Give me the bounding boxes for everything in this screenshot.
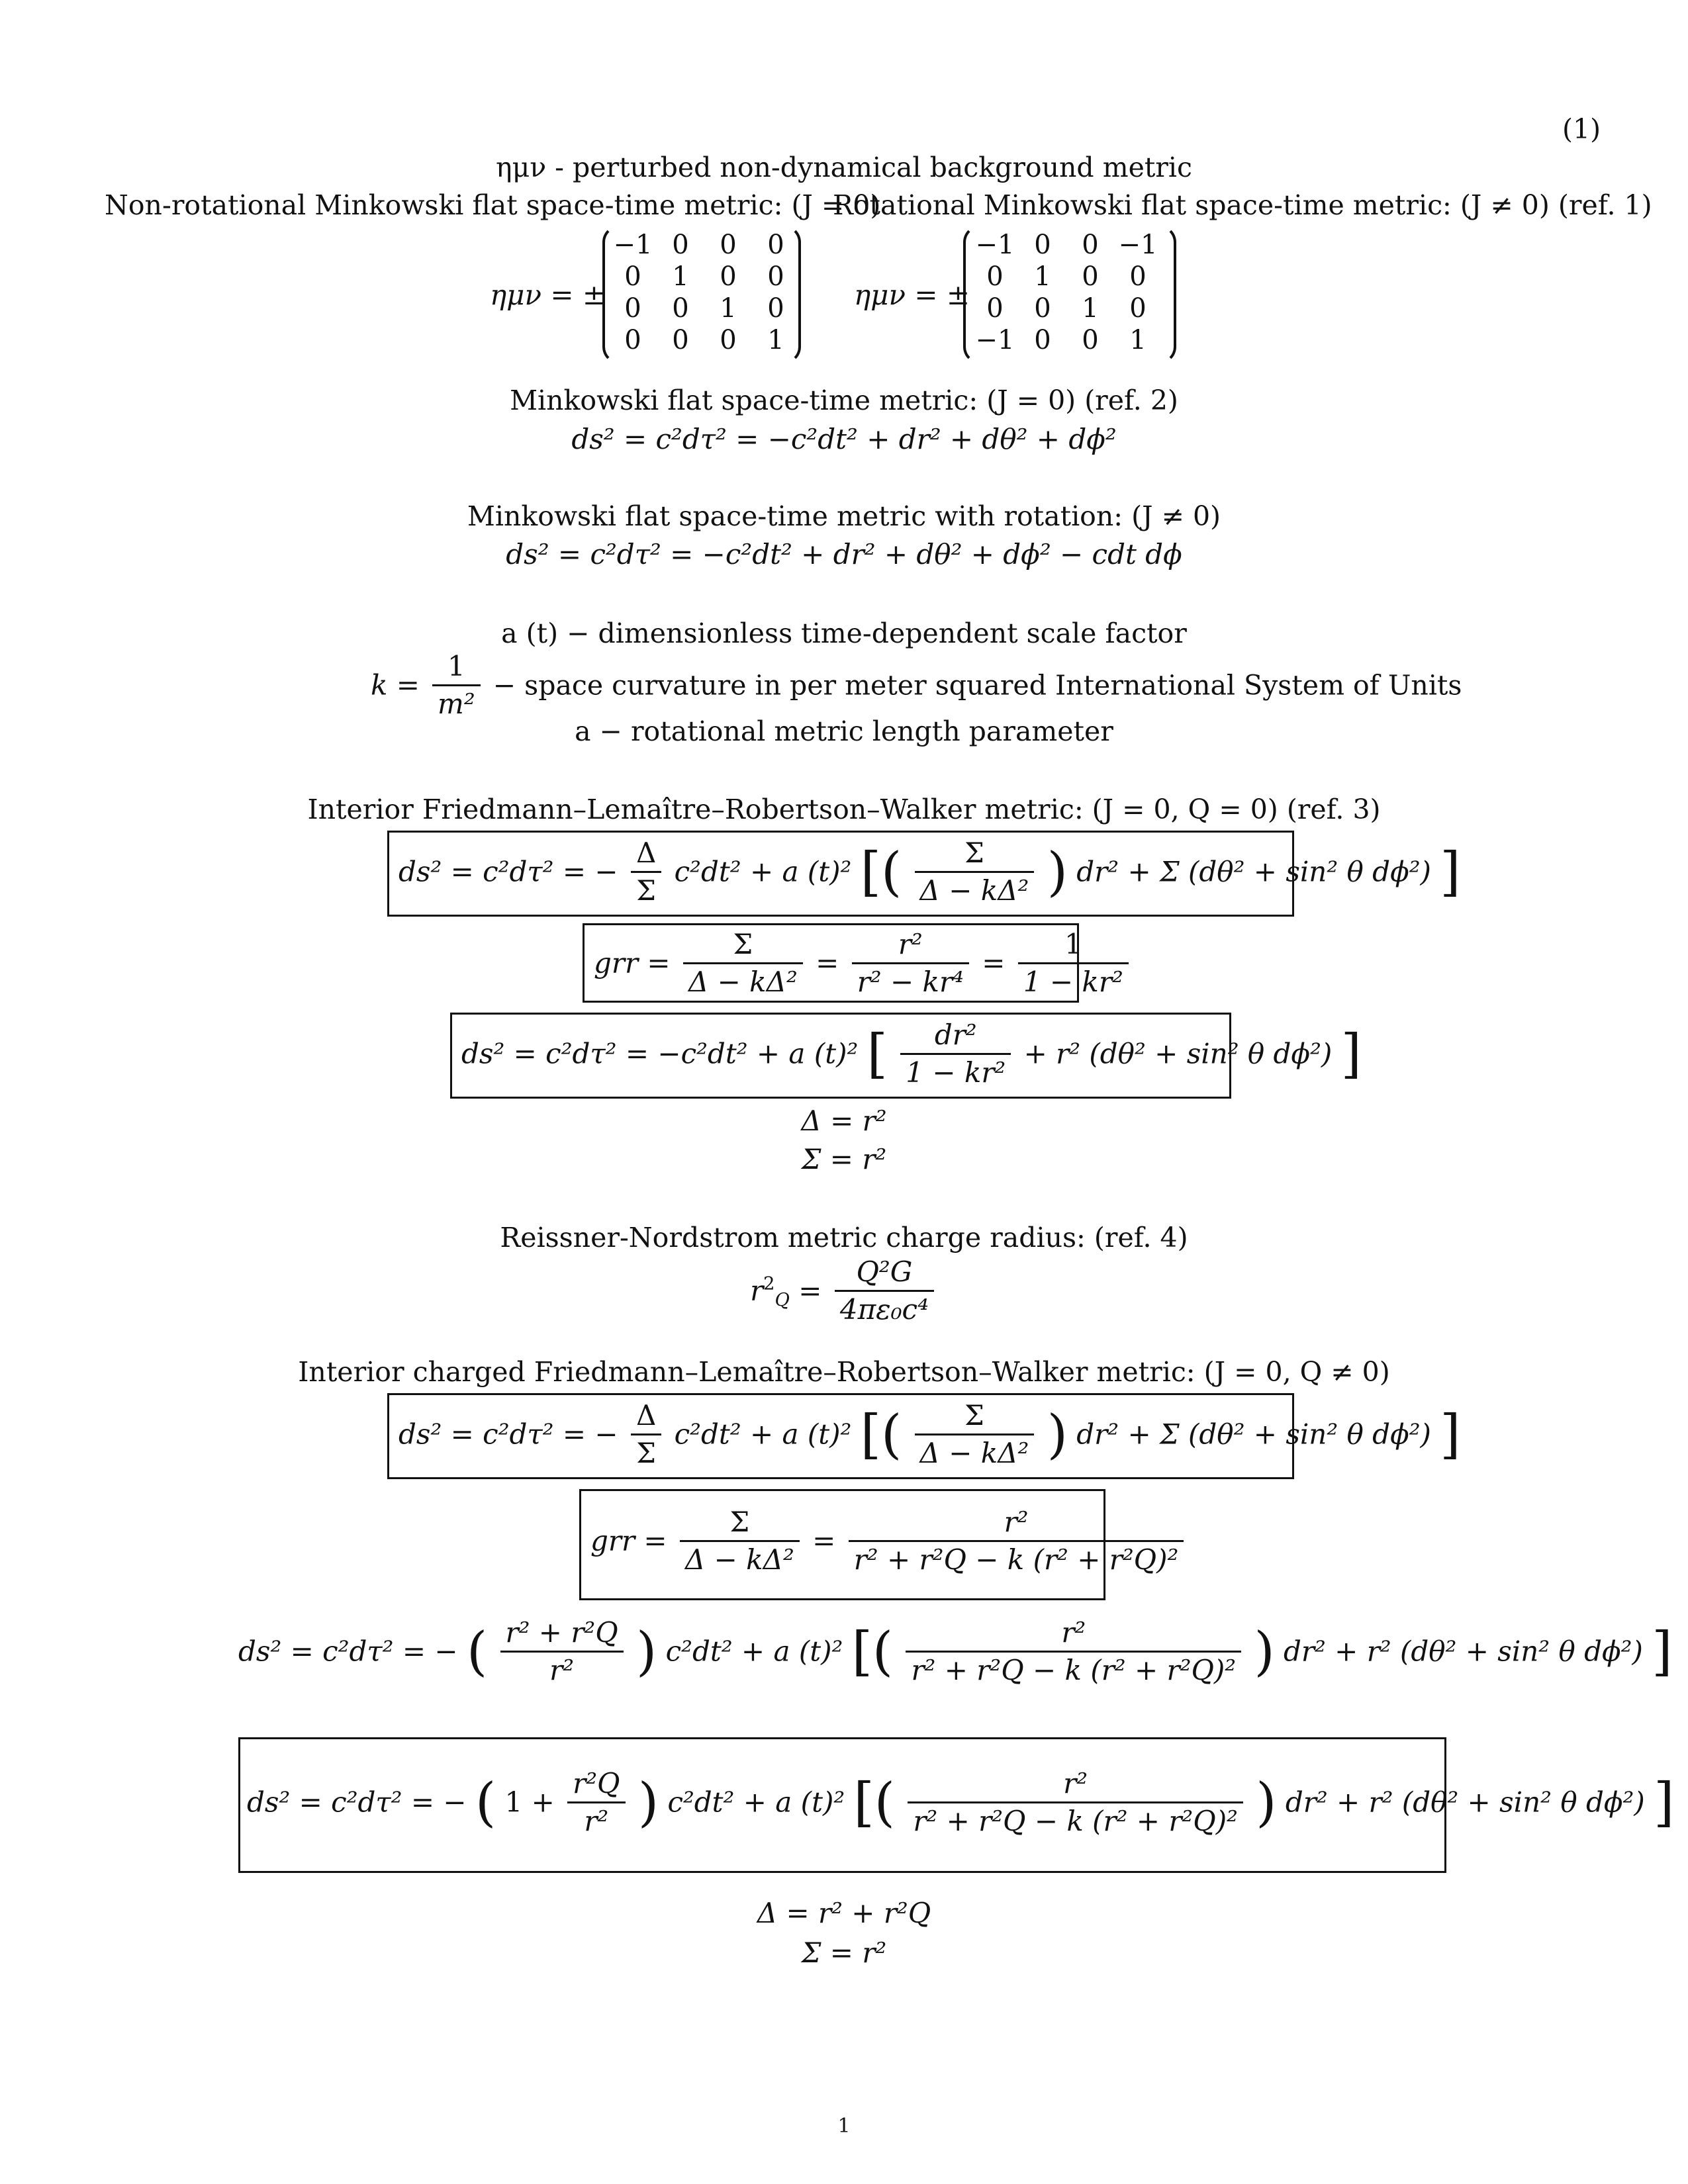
flrw-metric [399, 835, 1461, 909]
frac-den: r² + r²Q − k (r² + r²Q)² [911, 1654, 1237, 1686]
frac-num: r² [908, 1766, 1243, 1803]
equation-number: (1) [1562, 113, 1601, 145]
matrix-cell: 0 [624, 293, 641, 324]
matrix-cell: 0 [1129, 293, 1147, 324]
cflrw-sigma: Σ = r² [801, 1936, 887, 1969]
cflrw-metric3 [247, 1766, 1674, 1839]
matrix-cell: 0 [767, 261, 784, 292]
matrix-paren-left [602, 225, 620, 364]
flrw-grr-box [583, 923, 1123, 1003]
flrw-heading: Interior Friedmann–Lemaître–Robertson–Walker metric: (J = 0, Q = 0) (ref. 3) [307, 794, 1381, 825]
matrix-cell: 0 [986, 261, 1004, 292]
grr-frac3 [1018, 927, 1129, 1000]
cflrw2-frac1 [500, 1615, 624, 1688]
cflrw2-frac2 [906, 1615, 1241, 1688]
matrix-cell: 1 [1082, 293, 1099, 324]
frac-den: r² + r²Q − k (r² + r²Q)² [913, 1805, 1238, 1837]
frac-den: Δ − kΔ² [919, 874, 1029, 907]
frac-den: 4πε₀c⁴ [839, 1293, 929, 1326]
flrw-delta: Δ = r² [801, 1105, 887, 1137]
grr-lhs: grr = [590, 1524, 667, 1557]
equals-sign: = [816, 946, 839, 979]
minkowski-equation: ds² = c²dτ² = −c²dt² + dr² + dθ² + dϕ² [571, 423, 1117, 455]
bracket-open: [ [867, 1023, 888, 1085]
matrix-cell: 0 [767, 293, 784, 324]
rn-lhs-power: $^2_Q$ = [763, 1273, 822, 1310]
minkowski-rotation-heading: Minkowski flat space-time metric with rotation: (J ≠ 0) [467, 500, 1221, 532]
frac-den: Σ [636, 874, 656, 907]
cflrw-metric [399, 1398, 1461, 1471]
matrix-cell: −1 [975, 325, 1015, 355]
cflrw-tail: dr² + Σ (dθ² + sin² θ dϕ²) [1076, 1418, 1431, 1451]
frac-den: Δ − kΔ² [919, 1437, 1029, 1469]
matrix-paren-right [784, 225, 801, 364]
flrw-sigma: Σ = r² [801, 1143, 887, 1175]
matrix-cell: 0 [1034, 230, 1051, 260]
rn-fraction [835, 1254, 934, 1328]
paren-close: ) [636, 1620, 657, 1682]
matrix-paren-right [1159, 225, 1176, 364]
paren-close: ) [1256, 1771, 1277, 1833]
frac-den: 1 − kr² [906, 1056, 1006, 1089]
equals-sign: = [812, 1524, 836, 1557]
paren-close: ) [1047, 841, 1068, 903]
matrix-cell: 0 [1082, 261, 1099, 292]
cflrw-grr [590, 1504, 1188, 1578]
page-number: 1 [837, 2115, 851, 2138]
flrw-tail: dr² + Σ (dθ² + sin² θ dϕ²) [1076, 855, 1431, 888]
matrix-cell: 0 [1082, 230, 1099, 260]
flrw-metric-box [387, 831, 1461, 917]
paren-close: ) [1254, 1620, 1275, 1682]
matrix-cell: 1 [720, 293, 737, 324]
matrix-cell: 1 [767, 325, 784, 355]
bracket-close: ] [1654, 1771, 1675, 1833]
flrw-frac1 [631, 835, 661, 909]
cflrw2-mid: c²dt² + a (t)² [665, 1635, 843, 1668]
matrix-rot [963, 225, 1176, 364]
a-definition: a − rotational metric length parameter [575, 715, 1113, 747]
frac-den: r² [549, 1654, 575, 1686]
matrix-cell: 0 [1034, 293, 1051, 324]
matrix-cell: 0 [672, 293, 689, 324]
grr-frac1 [683, 927, 803, 1000]
frac-num: r² + r²Q [500, 1615, 624, 1653]
cflrw-metric2 [238, 1615, 1672, 1688]
frac-num: Σ [680, 1504, 800, 1542]
frac-num: r² [906, 1615, 1241, 1653]
frac-num: Δ [631, 1398, 661, 1435]
rn-heading: Reissner-Nordstrom metric charge radius: (ref. 4) [500, 1222, 1188, 1253]
cflrw3-paren-pre: 1 + [504, 1786, 555, 1819]
k-denominator: m² [438, 688, 475, 720]
cgrr-frac2 [849, 1504, 1184, 1578]
frac-den: 1 − kr² [1023, 966, 1123, 998]
flrw2-lhs: ds² = c²dτ² = −c²dt² + a (t)² [461, 1037, 859, 1070]
frac-den: Δ − kΔ² [688, 966, 798, 998]
k-lhs: k = [371, 668, 420, 702]
matrix-paren-left [963, 225, 980, 364]
bracket-close: ] [1440, 841, 1461, 903]
cflrw-grr-box [579, 1489, 1179, 1600]
cflrw-heading: Interior charged Friedmann–Lemaître–Robertson–Walker metric: (J = 0, Q ≠ 0) [298, 1356, 1390, 1388]
cflrw-delta: Δ = r² + r²Q [757, 1897, 931, 1929]
flrw-lhs: ds² = c²dτ² = − [399, 855, 618, 888]
matrix-cell: −1 [1118, 230, 1158, 260]
cflrw-lhs: ds² = c²dτ² = − [399, 1418, 618, 1451]
eta-lhs-nonrot: ημν = ± [490, 279, 606, 311]
frac-num: r²Q [567, 1766, 625, 1803]
frac-num: 1 [1018, 927, 1129, 964]
cflrw-metric3-box [238, 1737, 1675, 1873]
flrw2-tail: + r² (dθ² + sin² θ dϕ²) [1023, 1037, 1333, 1070]
k-description: − space curvature in per meter squared International System of Units [492, 669, 1462, 702]
matrix-cell: 0 [986, 293, 1004, 324]
bracket-open: [( [851, 1620, 894, 1682]
k-fraction [432, 649, 481, 722]
cflrw3-tail: dr² + r² (dθ² + sin² θ dϕ²) [1285, 1786, 1645, 1819]
flrw2-frac [900, 1017, 1011, 1091]
matrix-cell: 0 [1082, 325, 1099, 355]
frac-num: Σ [683, 927, 803, 964]
bracket-open: [( [860, 841, 902, 903]
matrix-cell: 0 [672, 230, 689, 260]
cflrw3-frac1 [567, 1766, 625, 1839]
frac-num: Q²G [835, 1254, 934, 1292]
matrix-cell: 0 [624, 325, 641, 355]
cgrr-frac1 [680, 1504, 800, 1578]
paren-close: ) [1047, 1403, 1068, 1465]
cflrw2-tail: dr² + r² (dθ² + sin² θ dϕ²) [1284, 1635, 1643, 1668]
matrix-nonrot [602, 225, 801, 364]
rn-lhs: r [750, 1274, 764, 1307]
frac-num: r² [849, 1504, 1184, 1542]
cflrw-mid: c²dt² + a (t)² [674, 1418, 852, 1451]
paren-close: ) [637, 1771, 659, 1833]
frac-num: dr² [900, 1017, 1011, 1055]
flrw-metric2 [461, 1017, 1362, 1091]
equals-sign: = [982, 946, 1006, 979]
frac-num: r² [852, 927, 969, 964]
bracket-close: ] [1340, 1023, 1362, 1085]
bracket-open: [( [860, 1403, 902, 1465]
matrix-cell: 1 [1129, 325, 1147, 355]
frac-num: Σ [915, 835, 1035, 873]
grr-lhs: grr = [594, 946, 671, 979]
rot-heading: Rotational Minkowski flat space-time metric: (J ≠ 0) (ref. 1) [833, 189, 1652, 221]
matrix-cell: 0 [720, 261, 737, 292]
cflrw3-frac2 [908, 1766, 1243, 1839]
rn-equation [0, 1254, 1688, 1328]
frac-num: Σ [915, 1398, 1035, 1435]
paren-open: ( [466, 1620, 488, 1682]
paren-open: ( [475, 1771, 496, 1833]
matrix-cell: 0 [624, 261, 641, 292]
frac-num: Δ [631, 835, 661, 873]
flrw-metric2-box [450, 1013, 1362, 1099]
matrix-cell: 0 [672, 325, 689, 355]
matrix-cell: 0 [720, 230, 737, 260]
cflrw3-lhs: ds² = c²dτ² = − [247, 1786, 467, 1819]
matrix-cell: 1 [1034, 261, 1051, 292]
matrix-cell: 0 [1034, 325, 1051, 355]
flrw-mid: c²dt² + a (t)² [674, 855, 852, 888]
k-numerator: 1 [432, 649, 481, 686]
frac-den: r² [584, 1805, 609, 1837]
bracket-close: ] [1652, 1620, 1673, 1682]
grr-frac2 [852, 927, 969, 1000]
k-definition-row [371, 649, 1462, 722]
minkowski-heading: Minkowski flat space-time metric: (J = 0) (ref. 2) [510, 385, 1178, 416]
bracket-close: ] [1440, 1403, 1461, 1465]
cflrw-frac2 [915, 1398, 1035, 1471]
frac-den: Σ [636, 1437, 656, 1469]
frac-den: r² − kr⁴ [857, 966, 964, 998]
cflrw3-mid: c²dt² + a (t)² [667, 1786, 845, 1819]
matrix-cell: −1 [975, 230, 1015, 260]
cflrw2-lhs: ds² = c²dτ² = − [238, 1635, 458, 1668]
matrix-cell: 1 [672, 261, 689, 292]
cflrw-frac1 [631, 1398, 661, 1471]
flrw-frac2 [915, 835, 1035, 909]
matrix-cell: 0 [720, 325, 737, 355]
frac-den: Δ − kΔ² [684, 1543, 794, 1576]
eta-heading: ημν - perturbed non-dynamical background metric [496, 152, 1192, 183]
scale-factor-definition: a (t) − dimensionless time-dependent scale factor [501, 617, 1187, 649]
matrix-cell: 0 [1129, 261, 1147, 292]
matrix-cell: 0 [767, 230, 784, 260]
nonrot-heading: Non-rotational Minkowski flat space-time metric: (J = 0) [105, 189, 881, 221]
eta-lhs-rot: ημν = ± [854, 279, 970, 311]
frac-den: r² + r²Q − k (r² + r²Q)² [853, 1543, 1179, 1576]
bracket-open: [( [853, 1771, 895, 1833]
minkowski-rotation-equation: ds² = c²dτ² = −c²dt² + dr² + dθ² + dϕ² − cdt dϕ [506, 538, 1182, 570]
flrw-grr [594, 927, 1133, 1000]
cflrw-metric-box [387, 1393, 1461, 1479]
matrix-cell: −1 [613, 230, 653, 260]
